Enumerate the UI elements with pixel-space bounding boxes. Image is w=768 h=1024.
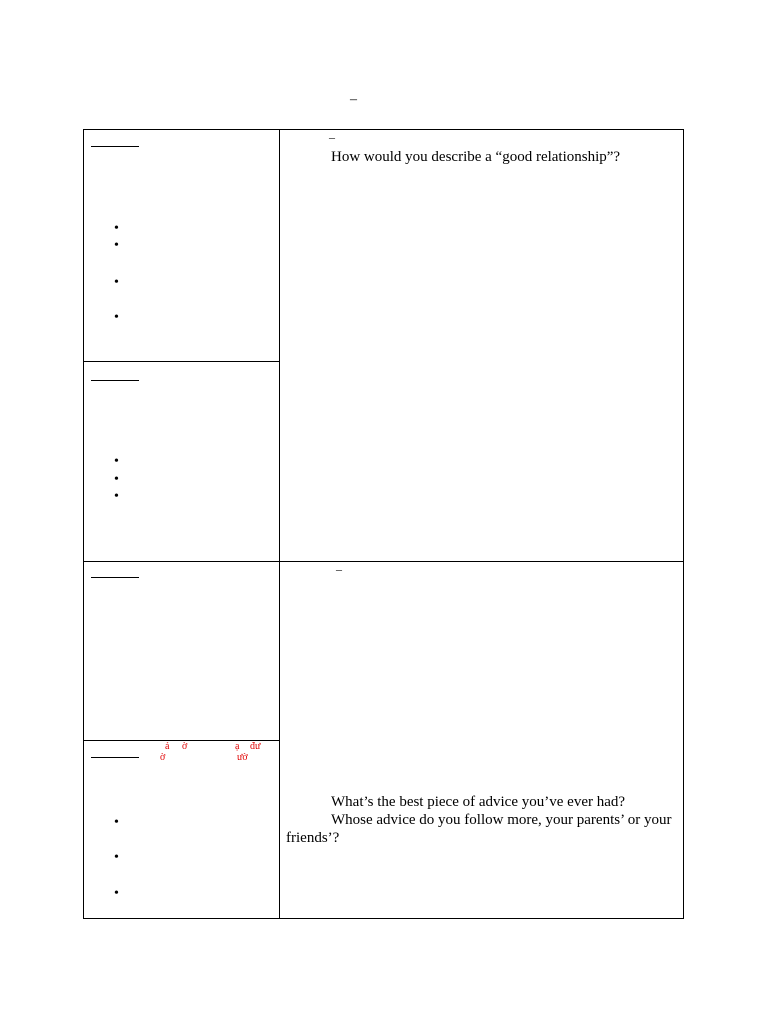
bullet-point: • [114,489,119,504]
red-diacritic-mark: ườ [237,752,248,763]
bullet-point: • [114,221,119,236]
cell-dash-mark: – [329,130,335,144]
heading-underline [91,757,139,758]
bullet-point: • [114,815,119,830]
cell-dash-mark: – [336,562,342,576]
page-top-mark: – [350,92,357,107]
heading-underline [91,380,139,381]
red-diacritic-mark: ờ [160,752,166,763]
bullet-point: • [114,472,119,487]
bullet-point: • [114,275,119,290]
bullet-point: • [114,886,119,901]
discussion-question-continued: friends’? [286,830,340,846]
bullet-point: • [114,238,119,253]
discussion-question: How would you describe a “good relationship”? [331,149,621,165]
worksheet-table [83,129,684,919]
heading-underline [91,146,139,147]
discussion-question: Whose advice do you follow more, your parents’ or your [331,812,672,828]
column-divider [279,130,280,918]
bullet-point: • [114,310,119,325]
row-divider-middle [84,561,683,562]
bullet-point: • [114,454,119,469]
red-diacritic-mark: ạ [235,741,240,752]
red-diacritic-mark: ờ [182,741,188,752]
red-diacritic-mark: ả [165,741,170,752]
heading-underline [91,577,139,578]
bullet-point: • [114,850,119,865]
left-row-divider-1 [84,361,280,362]
red-diacritic-mark: đư [250,741,261,752]
discussion-question: What’s the best piece of advice you’ve ever had? [331,794,626,810]
